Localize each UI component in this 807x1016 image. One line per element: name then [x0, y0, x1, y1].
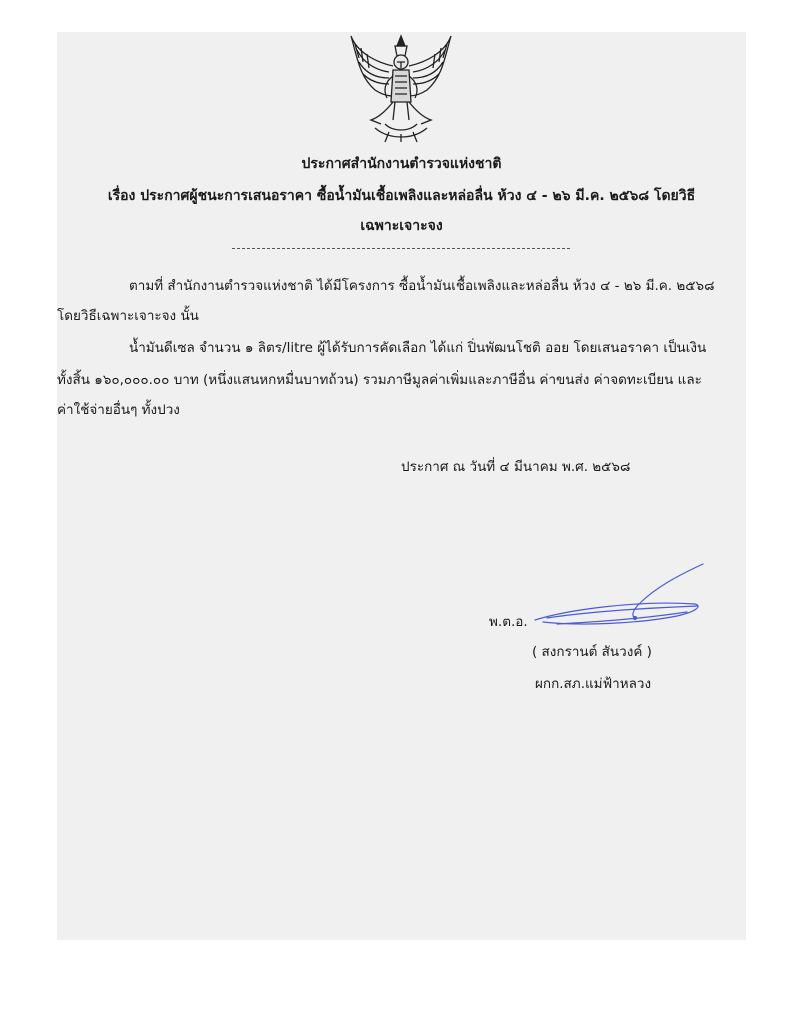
body-line: น้ำมันดีเซล จำนวน ๑ ลิตร/litre ผู้ได้รับการคัดเลือก ได้แก่ ปิ่นพัฒนโชติ ออย โดยเสนอราคา เป็นเงิน — [129, 340, 707, 356]
body-line: ค่าใช้จ่ายอื่นๆ ทั้งปวง — [57, 402, 180, 418]
announce-date: ประกาศ ณ วันที่ ๔ มีนาคม พ.ศ. ๒๕๖๘ — [401, 459, 631, 475]
body-line: โดยวิธีเฉพาะเจาะจง นั้น — [57, 308, 199, 324]
handwritten-signature — [527, 560, 707, 630]
signatory-position: ผกก.สภ.แม่ฟ้าหลวง — [535, 676, 652, 692]
signatory-rank: พ.ต.อ. — [489, 614, 528, 630]
title-divider — [232, 248, 570, 249]
document-subject-continued: เฉพาะเจาะจง — [360, 218, 443, 234]
garuda-emblem-icon — [345, 32, 457, 144]
document-title: ประกาศสำนักงานตำรวจแห่งชาติ — [301, 156, 502, 172]
body-line: ตามที่ สำนักงานตำรวจแห่งชาติ ได้มีโครงการ ซื้อน้ำมันเชื้อเพลิงและหล่อลื่น ห้วง ๔ - ๒๖ มี.ค. ๒๕๖๘ — [129, 278, 715, 294]
document-page — [57, 32, 746, 940]
document-subject: เรื่อง ประกาศผู้ชนะการเสนอราคา ซื้อน้ำมันเชื้อเพลิงและหล่อลื่น ห้วง ๔ - ๒๖ มี.ค. ๒๕๖๘ โดยวิธี — [107, 188, 696, 204]
signatory-name: ( สงกรานต์ สันวงค์ ) — [532, 644, 652, 660]
body-line: ทั้งสิ้น ๑๖๐,๐๐๐.๐๐ บาท (หนึ่งแสนหกหมื่นบาทถ้วน) รวมภาษีมูลค่าเพิ่มและภาษีอื่น ค่าขนส่ง ค่าจดทะเบียน และ — [57, 372, 702, 388]
